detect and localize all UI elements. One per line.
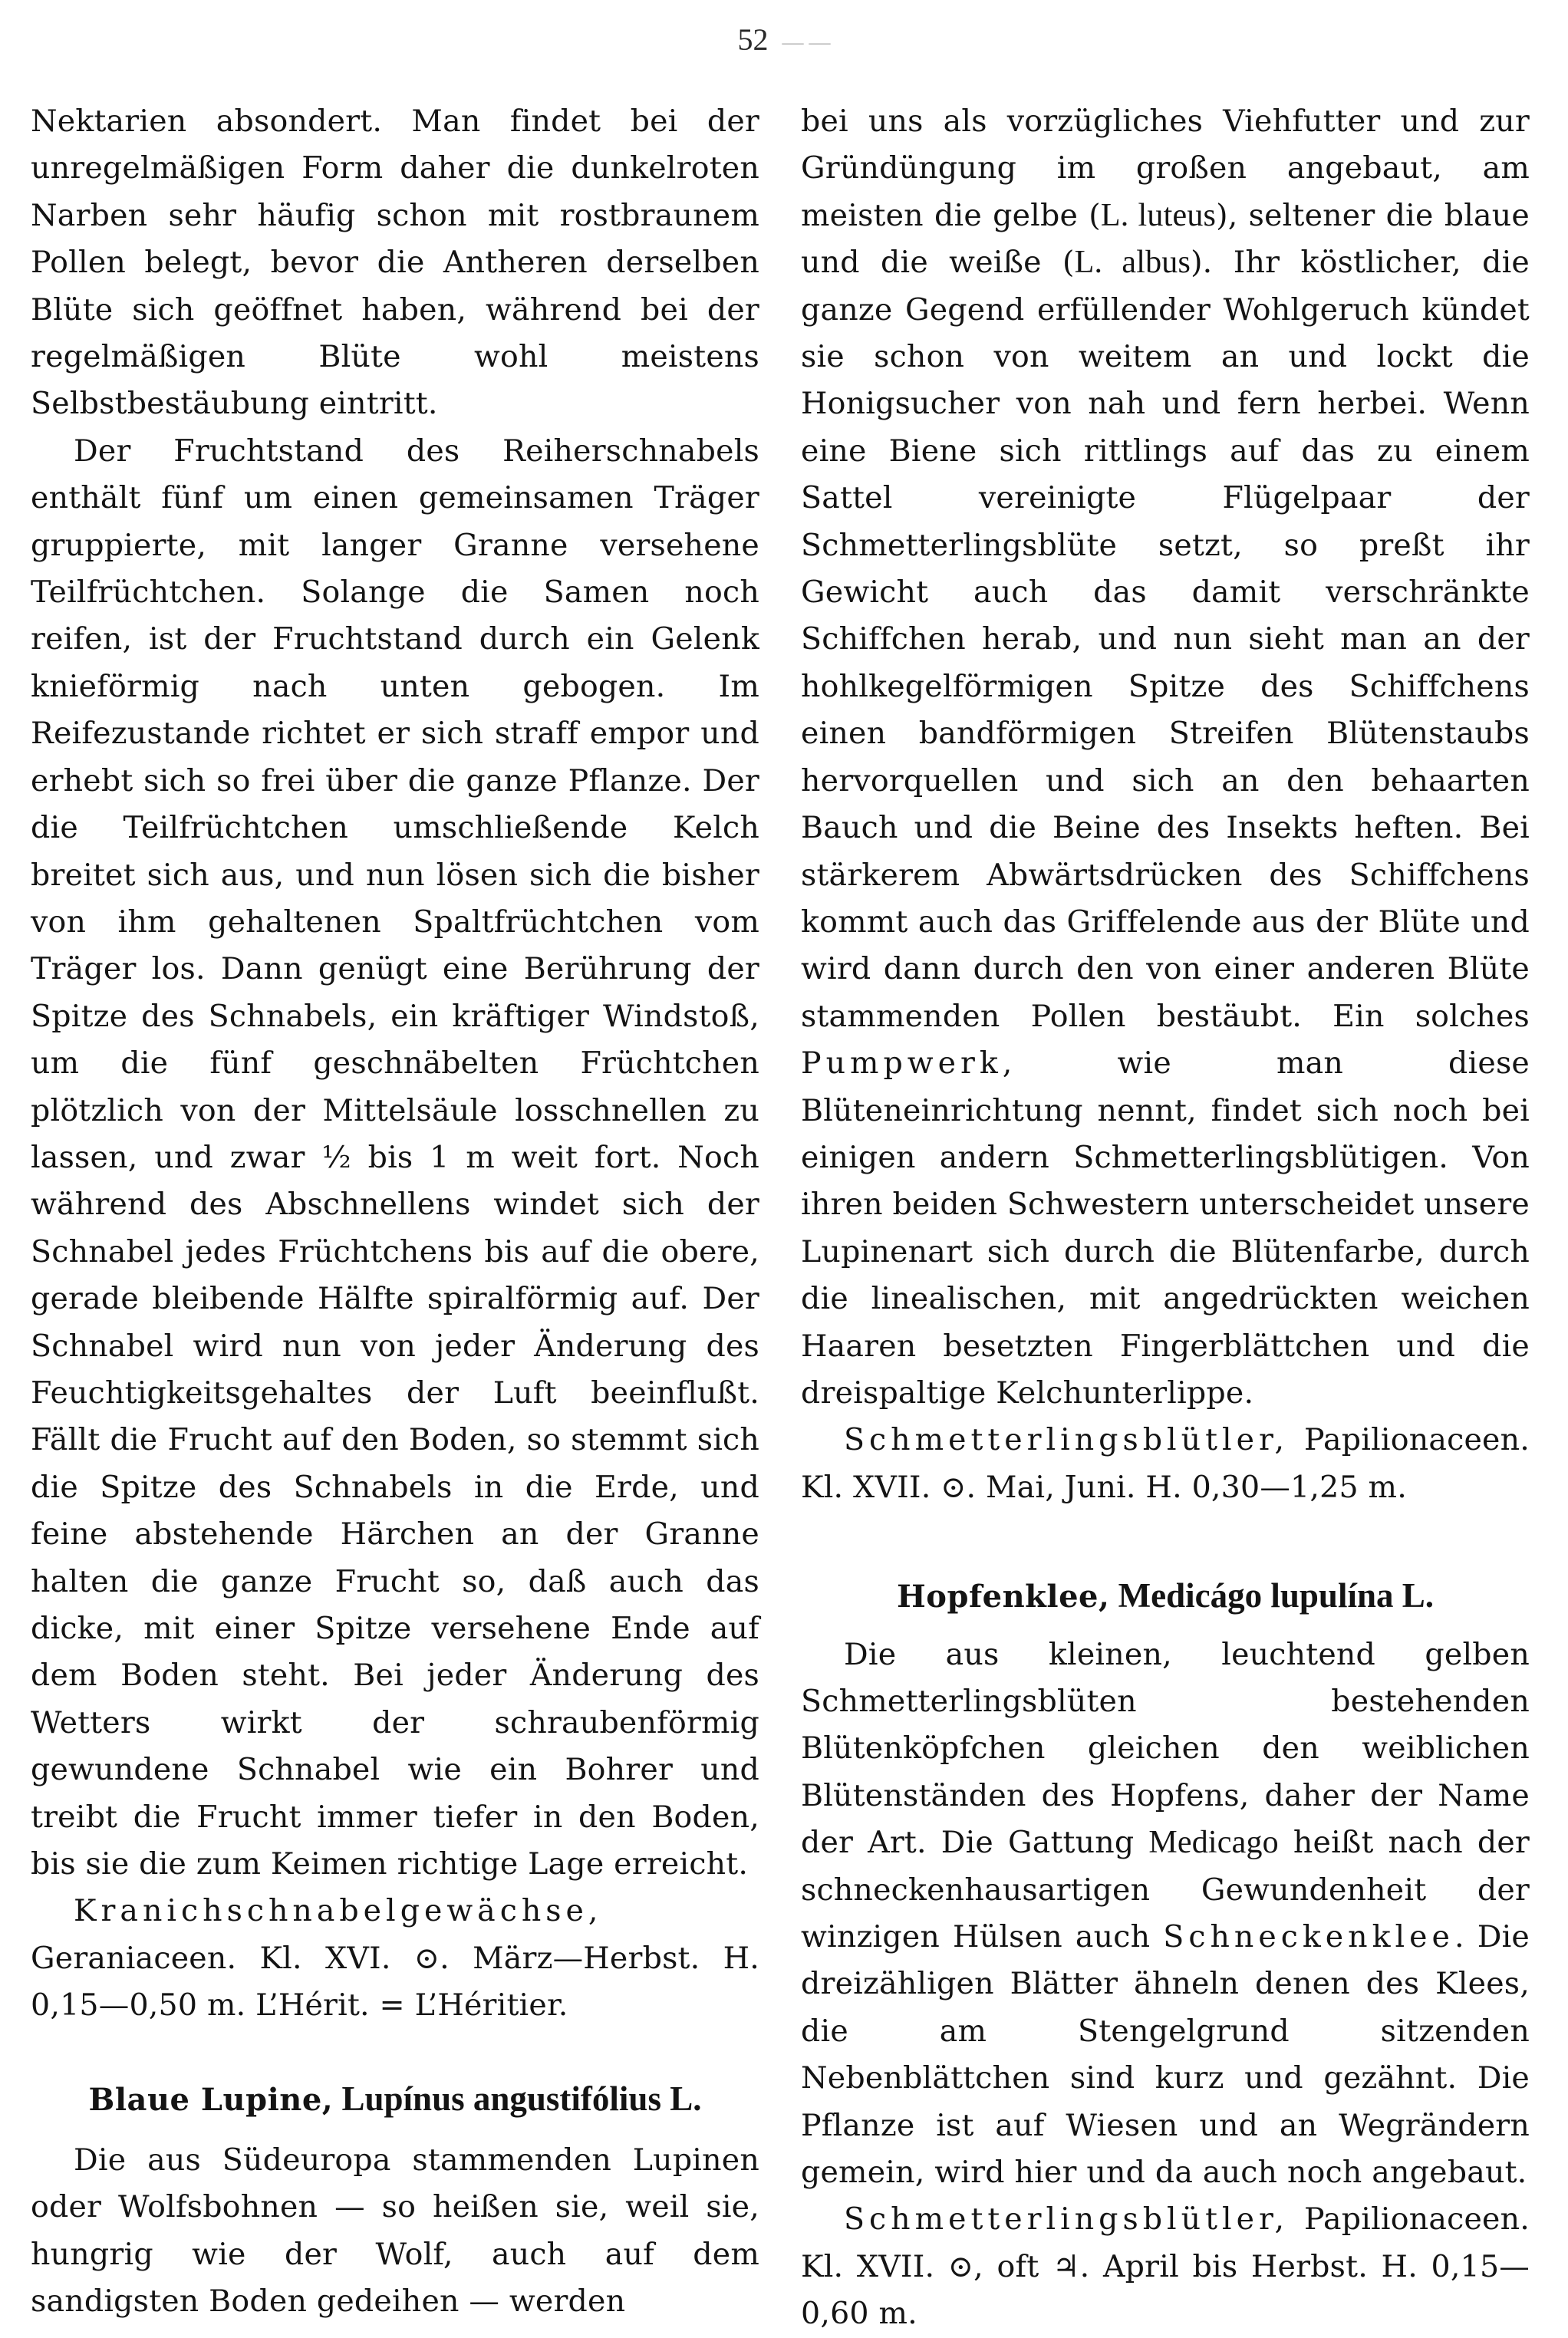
right-column bbox=[801, 98, 1530, 2338]
heading-blaue-lupine bbox=[31, 2076, 759, 2123]
heading-latin-name: Lupínus angustifólius L. bbox=[333, 2079, 702, 2118]
latin-medicago: Medicago bbox=[1148, 1825, 1279, 1861]
spacer bbox=[31, 2123, 759, 2137]
page-number-dashes: — — bbox=[782, 30, 831, 54]
page-number bbox=[0, 21, 1568, 58]
term-schneckenklee: Schneckenklee bbox=[1163, 1919, 1454, 1955]
family-details: Papilionaceen. Kl. XVII. ⊙, oft ♃. April bis Herbst. H. 0,15—0,60 m. bbox=[801, 2201, 1530, 2332]
family-name: Kranichschnabelgewächse, bbox=[74, 1893, 603, 1929]
text-run: Die aus kleinen, leuchtend gelben Schmetterlingsblüten bestehenden Blütenköpfchen gleichen den weiblichen Blütenständen des Hopfens, daher der Name der Art. Die Gattung bbox=[801, 1636, 1530, 1861]
family-name: Schmetterlingsblütler, bbox=[844, 2201, 1290, 2238]
text-run: bei uns als vorzügliches Viehfutter und zur Gründüngung im großen angebaut, am meisten die gelbe ( bbox=[801, 104, 1530, 233]
spacer bbox=[31, 2030, 759, 2076]
heading-german-name: Blaue Lupine, bbox=[88, 2081, 334, 2118]
text-run: heißt nach der schneckenhausartigen Gewundenheit der winzigen Hülsen auch bbox=[801, 1825, 1530, 1955]
term-pumpwerk: Pumpwerk bbox=[801, 1046, 1003, 1082]
paragraph-fruchtstand: Der Fruchtstand des Reiherschnabels enthält fünf um einen gemeinsamen Träger gruppierte, mit langer Granne versehene Teilfrüchtchen. Solange die Samen noch reifen, ist der Fruchtstand durch ein Gelenk knieförmig nach unten gebogen. Im Reifezustande richtet er sich straff empor und erhebt sich so frei über die ganze Pflanze. Der die Teilfrüchtchen umschließende Kelch breitet sich aus, und nun lösen sich die bisher von ihm gehaltenen Spaltfrüchtchen vom Träger los. Dann genügt eine Berührung der Spitze des Schnabels, ein kräftiger Windstoß, um die fünf geschnäbelten Früchtchen plötzlich von der Mittelsäule losschnellen zu lassen, und zwar ½ bis 1 m weit fort. Noch während des Abschnellens windet sich der Schnabel jedes Früchtchens bis auf die obere, gerade bleibende Hälfte spiralförmig auf. Der Schnabel wird nun von jeder Änderung des Feuchtigkeitsgehaltes der Luft beeinflußt. Fällt die Frucht auf den Boden, so stemmt sich die Spitze des Schnabels in die Erde, und feine abstehende Härchen an der Granne halten die ganze Frucht so, daß auch das dicke, mit einer Spitze versehene Ende auf dem Boden steht. Bei jeder Änderung des Wetters wirkt der schraubenförmig gewundene Schnabel wie ein Bohrer und treibt die Frucht immer tiefer in den Boden, bis sie die zum Keimen richtige Lage erreicht. bbox=[31, 433, 759, 1882]
paragraph-lupine-continued bbox=[801, 98, 1530, 1417]
family-line-papilionaceen-1 bbox=[801, 1417, 1530, 1511]
heading-latin-name: Medicágo lupulína L. bbox=[1109, 1576, 1434, 1615]
paragraph-nektarien: Nektarien absondert. Man findet bei der unregelmäßigen Form daher die dunkelroten Narben sehr häufig schon mit rostbraunem Pollen belegt, bevor die Antheren derselben Blüte sich geöffnet haben, während bei der regelmäßigen Blüte wohl meistens Selbstbestäubung eintritt. bbox=[31, 104, 759, 422]
latin-luteus: L. luteus bbox=[1100, 197, 1217, 233]
left-column bbox=[31, 98, 759, 2326]
text-run: ). Ihr köstlicher, die ganze Gegend erfüllender Wohlgeruch kündet sie schon von weitem an und lockt die Honigsucher von nah und fern herbei. Wenn eine Biene sich rittlings auf das zu einem Sattel vereinigte Flügelpaar der Schmetterlingsblüte setzt, so preßt ihr Gewicht auch das damit verschränkte Schiffchen herab, und nun sieht man an der hohlkegelförmigen Spitze des Schiffchens einen bandförmigen Streifen Blütenstaubs hervorquellen und sich an den behaarten Bauch und die Beine des Insekts heften. Bei stärkerem Abwärtsdrücken des Schiffchens kommt auch das Griffelende aus der Blüte und wird dann durch den von einer anderen Blüte stammenden Pollen bestäubt. Ein solches bbox=[801, 245, 1530, 1034]
text-run: , wie man diese Blüteneinrichtung nennt, findet sich noch bei einigen andern Schmetterlingsblütigen. Von ihren beiden Schwestern unterscheidet unsere Lupinenart sich durch die Blütenfarbe, durch die linealischen, mit angedrückten weichen Haaren besetzten Fingerblättchen und die dreispaltige Kelchunterlippe. bbox=[801, 1046, 1530, 1411]
spacer bbox=[801, 1511, 1530, 1572]
family-details: Papilionaceen. Kl. XVII. ⊙. Mai, Juni. H. 0,30—1,25 m. bbox=[801, 1422, 1530, 1505]
paragraph-lupine-intro: Die aus Südeuropa stammenden Lupinen oder Wolfsbohnen — so heißen sie, weil sie, hungrig wie der Wolf, auch auf dem sandigsten Boden gedeihen — werden bbox=[31, 2142, 759, 2320]
text-run: ), seltener die blaue und die weiße ( bbox=[801, 197, 1530, 281]
paragraph-hopfenklee bbox=[801, 1632, 1530, 2197]
family-name: Schmetterlingsblütler, bbox=[844, 1422, 1290, 1458]
page-number-value: 52 bbox=[737, 22, 769, 57]
family-details: Geraniaceen. Kl. XVI. ⊙. März—Herbst. H. 0,15—0,50 m. L’Hérit. = L’Héritier. bbox=[31, 1940, 759, 2024]
family-line-papilionaceen-2 bbox=[801, 2196, 1530, 2337]
spacer bbox=[801, 1621, 1530, 1632]
family-line-geraniaceen bbox=[31, 1888, 759, 2029]
latin-albus: L. albus bbox=[1074, 245, 1191, 281]
heading-german-name: Hopfenklee, bbox=[897, 1579, 1110, 1615]
text-run: . Die dreizähligen Blätter ähneln denen des Klees, die am Stengelgrund sitzenden Nebenblättchen sind kurz und gezähnt. Die Pflanze ist auf Wiesen und an Wegrändern gemein, wird hier und da auch noch angebaut. bbox=[801, 1919, 1530, 2191]
heading-hopfenklee bbox=[801, 1572, 1530, 1620]
